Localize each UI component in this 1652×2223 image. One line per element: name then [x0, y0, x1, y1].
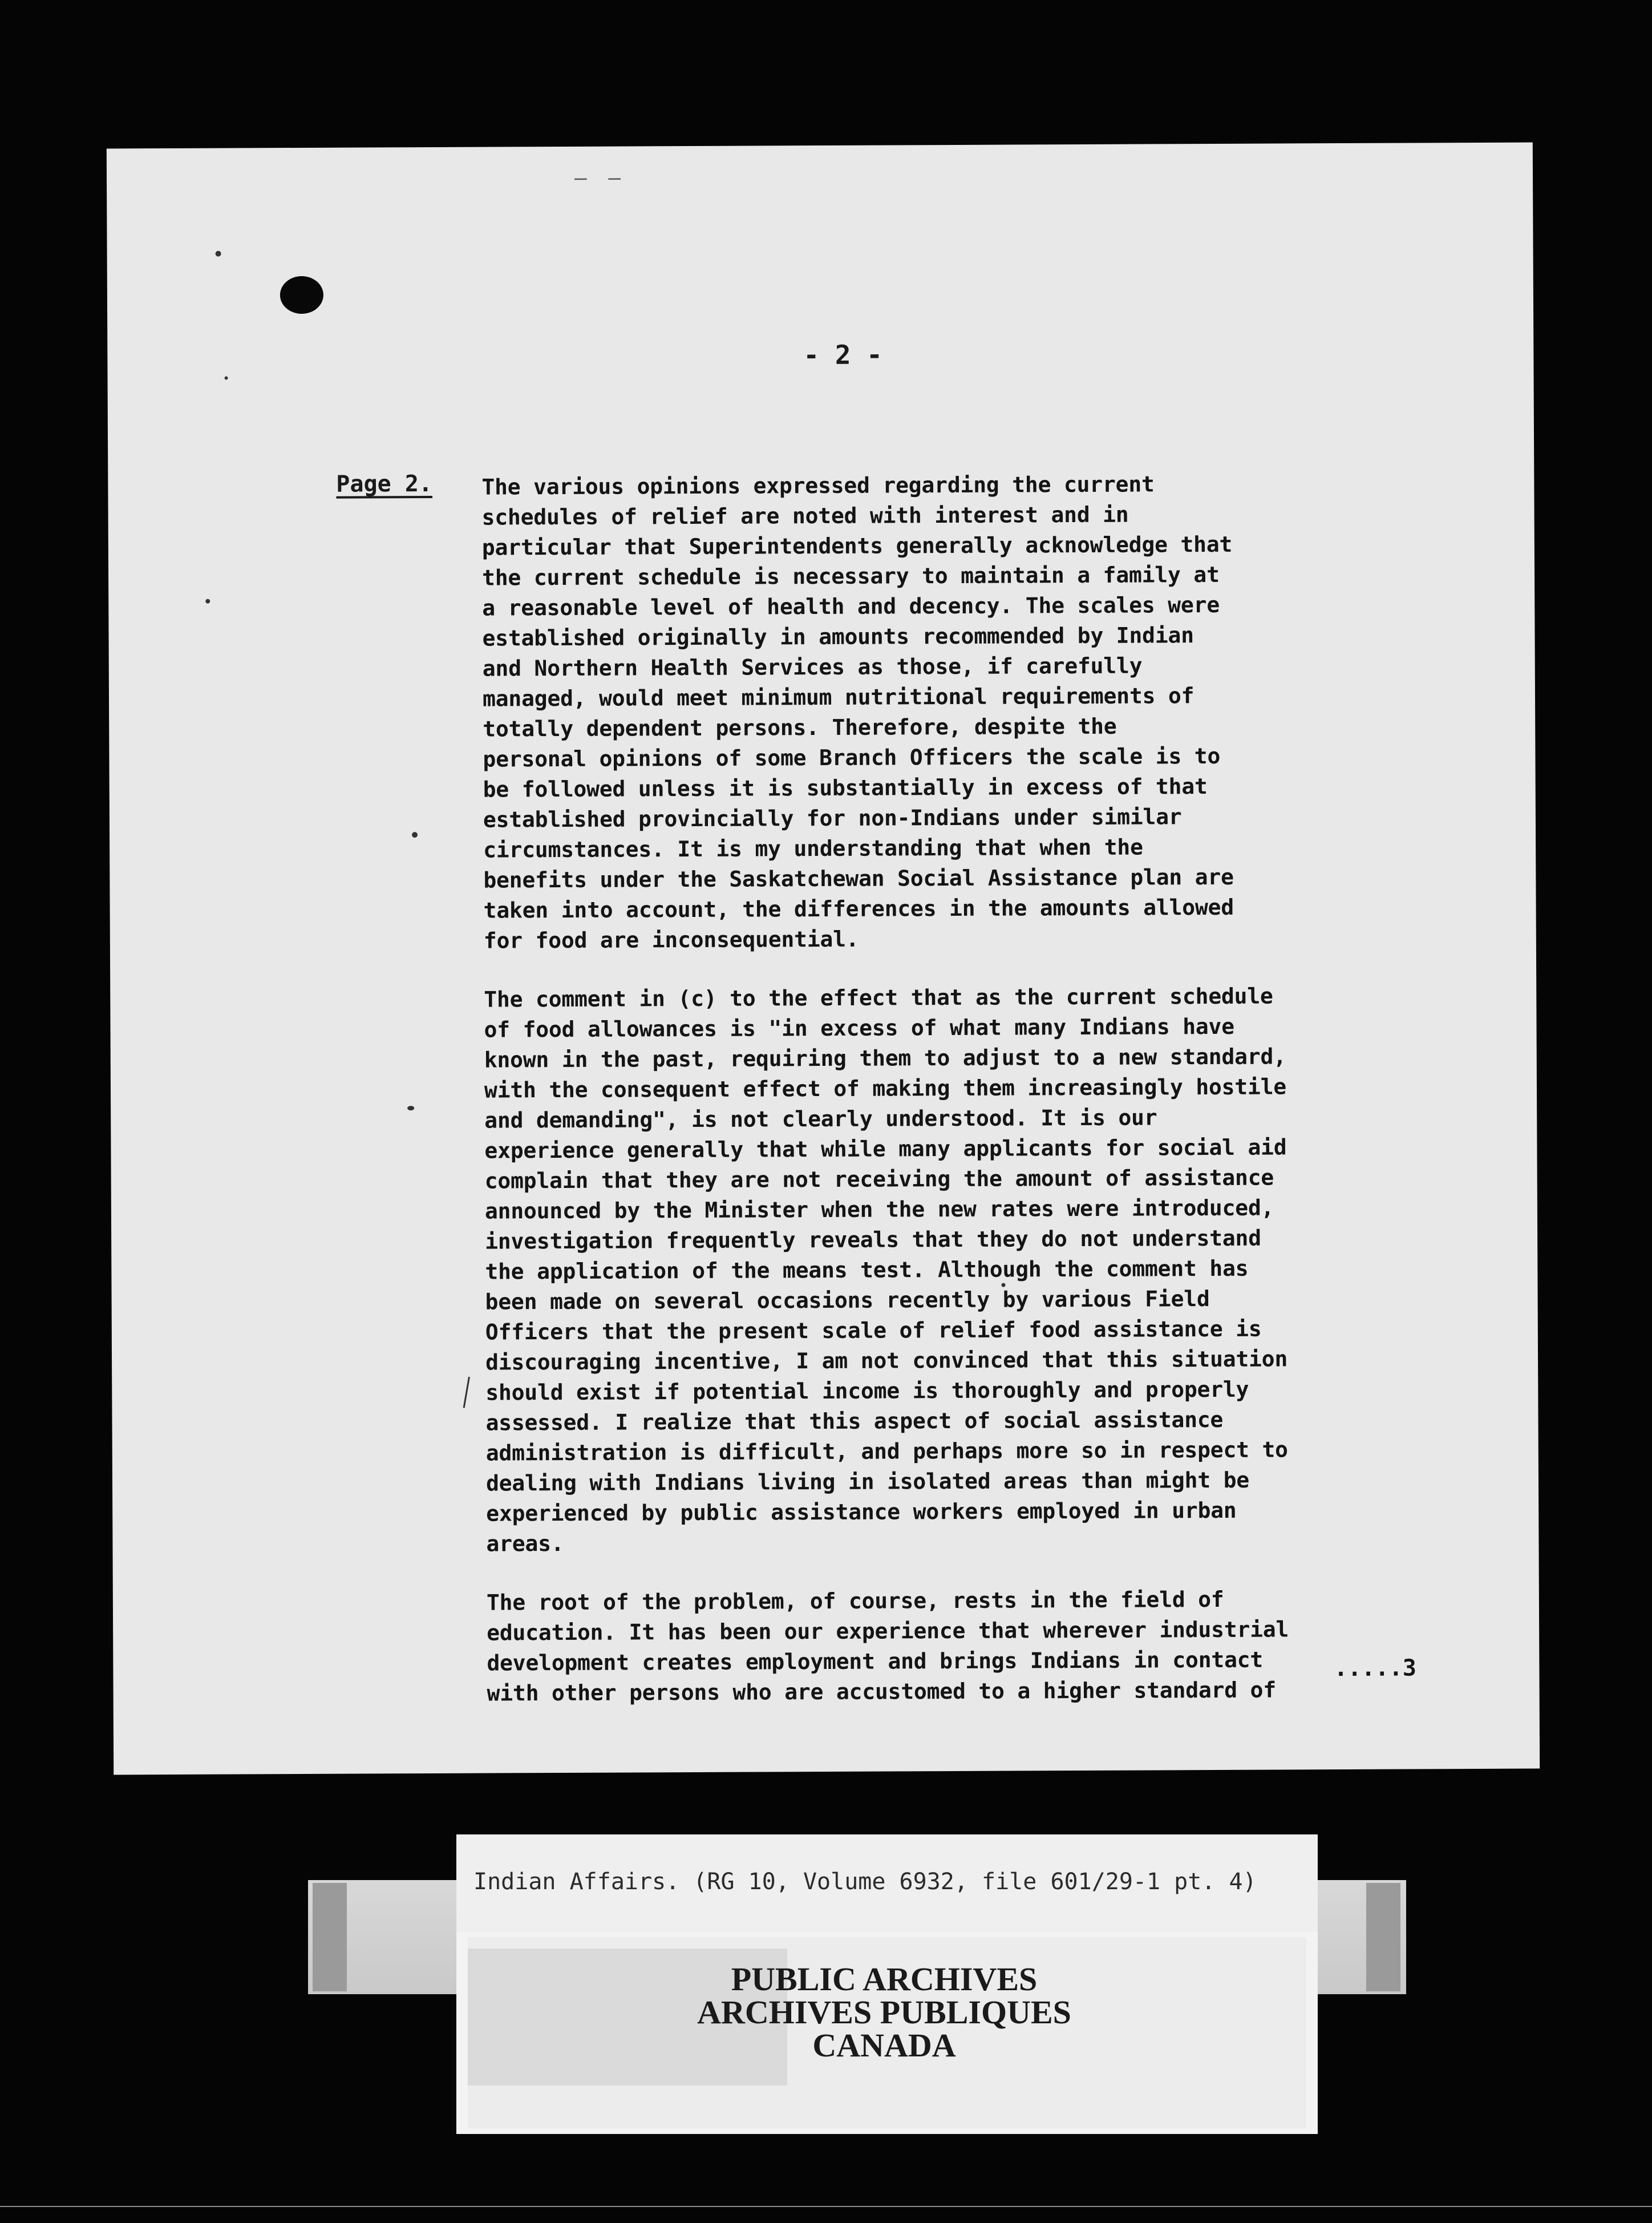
speck: [407, 1106, 414, 1110]
text-line: circumstances. It is my understanding that when the: [483, 834, 1143, 863]
text-line: assessed. I realize that this aspect of social assistance: [485, 1406, 1224, 1436]
paragraph: [484, 980, 1484, 1559]
page-number: - 2 -: [803, 339, 882, 371]
text-line: the current schedule is necessary to maintain a family at: [481, 561, 1220, 591]
text-line: been made on several occasions recently by various Field: [485, 1286, 1210, 1315]
text-line: schedules of relief are noted with interest and in: [481, 502, 1129, 530]
text-line: complain that they are not receiving the amount of assistance: [484, 1165, 1274, 1194]
text-line: personal opinions of some Branch Officers the scale is to: [483, 743, 1221, 772]
text-line: announced by the Minister when the new rates were introduced,: [484, 1195, 1274, 1224]
strip-edge-right: [1366, 1883, 1400, 1991]
text-line: particular that Superintendents generally acknowledge that: [481, 531, 1233, 560]
text-line: established provincially for non-Indians under similar: [483, 804, 1182, 832]
text-line: with other persons who are accustomed to a higher standard of: [487, 1677, 1277, 1706]
top-mark: — —: [574, 166, 626, 190]
text-line: experience generally that while many applicants for social aid: [484, 1134, 1287, 1163]
text-line: development creates employment and brings Indians in contact: [487, 1647, 1264, 1676]
text-line: with the consequent effect of making them increasingly hostile: [484, 1074, 1287, 1103]
punch-hole: [280, 276, 323, 314]
speck: [412, 832, 418, 838]
text-line: administration is difficult, and perhaps more so in respect to: [485, 1437, 1288, 1466]
stamp-text: [456, 1963, 1312, 2062]
text-line: areas.: [486, 1530, 564, 1557]
text-line: known in the past, requiring them to adjust to a new standard,: [484, 1044, 1286, 1073]
text-line: investigation frequently reveals that they do not understand: [485, 1225, 1261, 1254]
margin-tick: [463, 1377, 470, 1408]
text-line: managed, would meet minimum nutritional requirements of: [482, 683, 1195, 712]
stamp-line: ARCHIVES PUBLIQUES: [697, 1994, 1071, 2031]
stamp-line: CANADA: [812, 2027, 956, 2064]
continuation-marker: .....3: [1334, 1655, 1417, 1682]
strip-edge-left: [313, 1883, 347, 1991]
text-line: benefits under the Saskatchewan Social Assistance plan are: [483, 864, 1234, 893]
text-line: be followed unless it is substantially in excess of that: [483, 774, 1208, 802]
document-page: [107, 143, 1540, 1775]
text-line: established originally in amounts recommended by Indian: [482, 623, 1194, 651]
text-line: the application of the means test. Although the comment has: [485, 1255, 1249, 1284]
text-line: should exist if potential income is thoroughly and properly: [485, 1376, 1249, 1405]
text-line: of food allowances is "in excess of what many Indians have: [484, 1013, 1234, 1042]
speck: [225, 377, 228, 380]
text-line: The comment in (c) to the effect that as the current schedule: [484, 983, 1273, 1012]
text-line: totally dependent persons. Therefore, despite the: [483, 713, 1117, 742]
paragraph: [487, 1583, 1485, 1709]
text-line: and demanding", is not clearly understood. It is our: [484, 1105, 1157, 1133]
text-line: discouraging incentive, I am not convinced that this situation: [485, 1346, 1288, 1375]
text-line: taken into account, the differences in the amounts allowed: [483, 894, 1234, 923]
reference-card: [456, 1834, 1318, 1931]
archive-reference: Indian Affairs. (RG 10, Volume 6932, file 601/29-1 pt. 4): [473, 1869, 1257, 1895]
text-line: education. It has been our experience that wherever industrial: [487, 1616, 1289, 1646]
paragraph: [481, 468, 1482, 956]
text-line: and Northern Health Services as those, if carefully: [482, 653, 1143, 681]
text-line: The root of the problem, of course, rests in the field of: [486, 1586, 1224, 1615]
stamp-line: PUBLIC ARCHIVES: [731, 1961, 1038, 1998]
text-line: for food are inconsequential.: [483, 926, 859, 953]
speck: [205, 599, 210, 604]
body-text: [481, 468, 1485, 1737]
text-line: a reasonable level of health and decency. The scales were: [482, 592, 1220, 621]
archives-stamp: [456, 1931, 1318, 2134]
text-line: dealing with Indians living in isolated areas than might be: [485, 1467, 1250, 1496]
text-line: Officers that the present scale of relief food assistance is: [485, 1316, 1262, 1345]
bottom-edge-line: [0, 2206, 1652, 2207]
margin-label: Page 2.: [336, 470, 433, 498]
text-line: experienced by public assistance workers employed in urban: [486, 1497, 1237, 1526]
speck: [216, 251, 221, 257]
text-line: The various opinions expressed regarding the current: [481, 471, 1155, 500]
